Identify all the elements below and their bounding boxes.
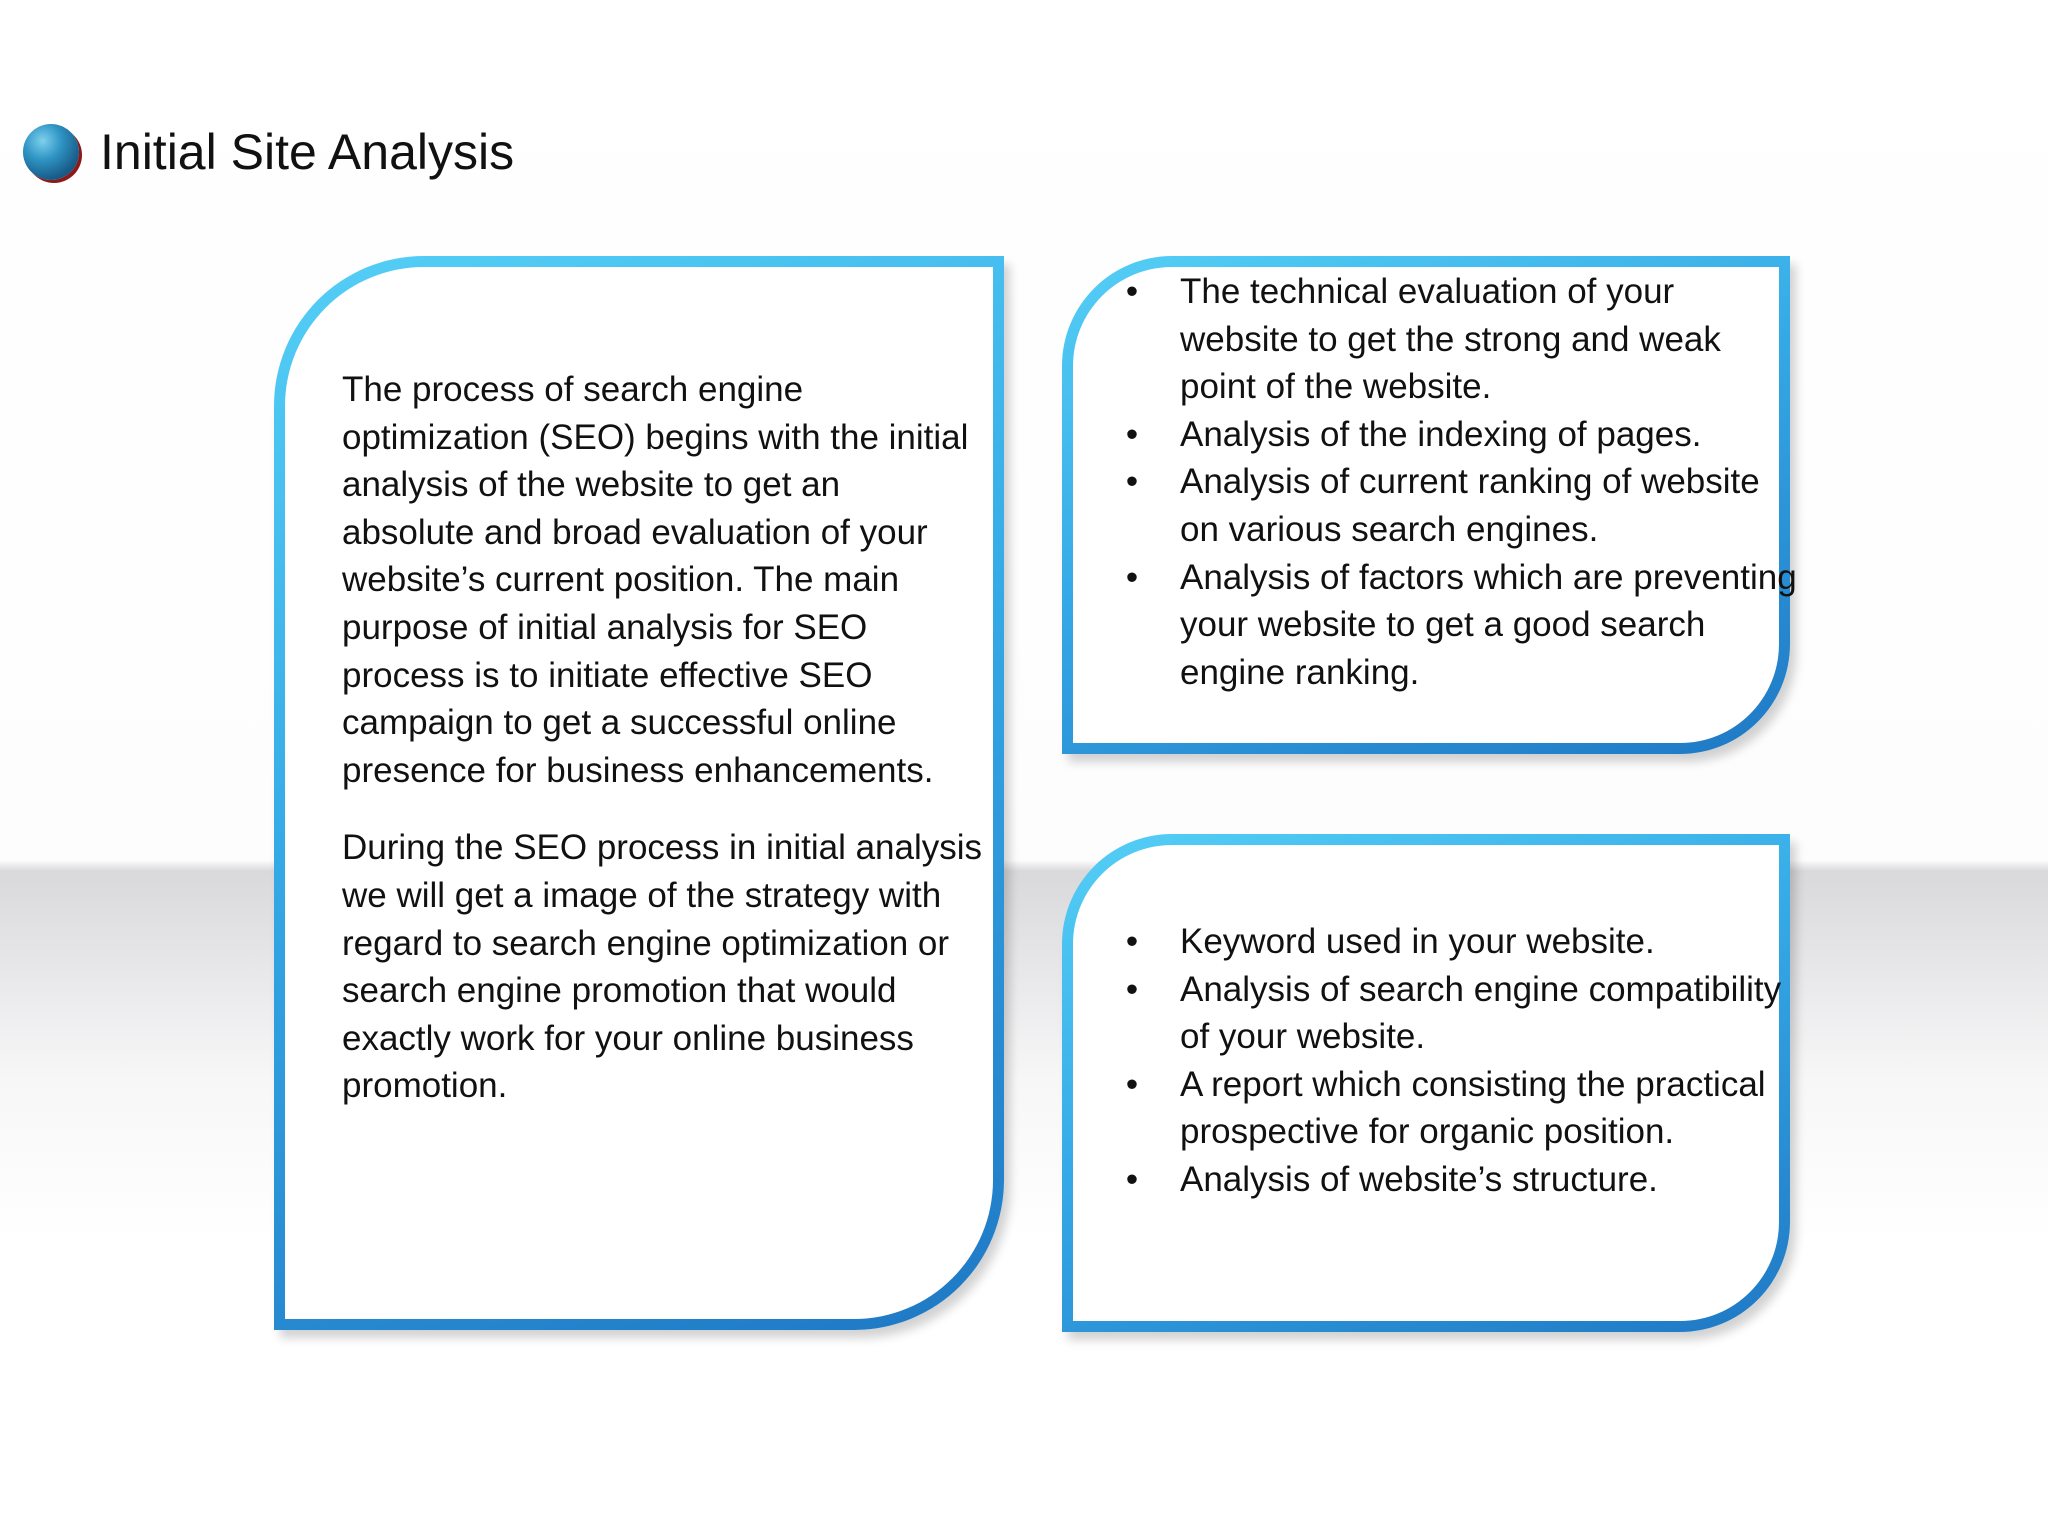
list-item <box>1125 1156 1800 1204</box>
bullet-dot-icon: • <box>1125 969 1139 1009</box>
list-item-text: Analysis of current ranking of website on various search engines. <box>1180 462 1760 549</box>
bullet-dot-icon: • <box>1125 1064 1139 1104</box>
left-description-text <box>342 366 982 1110</box>
list-item <box>1125 458 1800 553</box>
list-item-text: A report which consisting the practical prospective for organic position. <box>1180 1064 1766 1152</box>
list-item <box>1125 411 1800 459</box>
list-item-text: Analysis of website’s structure. <box>1180 1159 1658 1199</box>
list-item-text: Keyword used in your website. <box>1180 922 1655 961</box>
bullet-dot-icon: • <box>1125 272 1139 311</box>
bullet-dot-icon: • <box>1125 462 1139 502</box>
top-right-bullet-list <box>1125 268 1800 696</box>
slide-title: Initial Site Analysis <box>100 124 515 180</box>
list-item-text: Analysis of factors which are preventing your website to get a good search engine ranking. <box>1180 557 1797 692</box>
list-item-text: Analysis of the indexing of pages. <box>1180 414 1702 454</box>
list-item <box>1125 1061 1800 1156</box>
bullet-dot-icon: • <box>1125 922 1139 961</box>
list-item-text: The technical evaluation of your website to get the strong and weak point of the website. <box>1180 272 1721 407</box>
bullet-dot-icon: • <box>1125 557 1139 597</box>
list-item <box>1125 554 1800 697</box>
list-item <box>1125 966 1800 1061</box>
bullet-dot-icon: • <box>1125 414 1139 454</box>
list-item <box>1125 918 1800 966</box>
left-paragraph-1: The process of search engine optimization (SEO) begins with the initial analysis of the website to get an absolute and broad evaluation of your website’s current position. The main purpose of initial analysis for SEO process is to initiate effective SEO campaign to get a successful online presence for business enhancements. <box>342 370 969 790</box>
title-bullet-sphere-icon <box>23 124 79 180</box>
left-paragraph-2: During the SEO process in initial analysis we will get a image of the strategy with regard to search engine optimization or search engine promotion that would exactly work for your online business promotion. <box>342 828 983 1106</box>
bullet-dot-icon: • <box>1125 1159 1139 1199</box>
list-item-text: Analysis of search engine compatibility of your website. <box>1180 969 1782 1057</box>
list-item <box>1125 268 1800 411</box>
bottom-right-bullet-list <box>1125 918 1800 1204</box>
